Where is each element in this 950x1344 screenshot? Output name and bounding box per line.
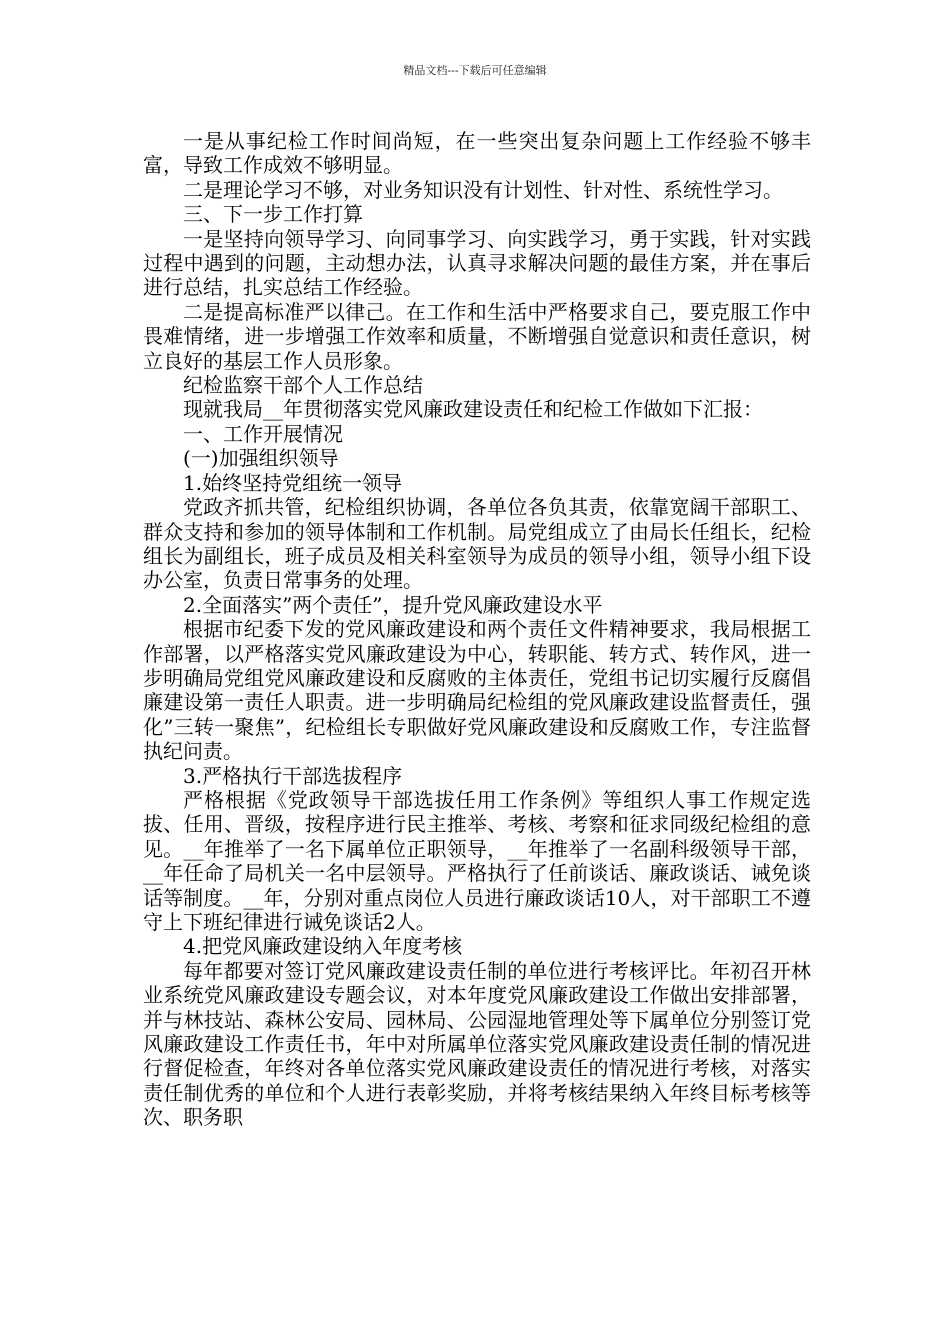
item-heading: 3.严格执行干部选拔程序 <box>183 763 403 788</box>
paragraph: 每年都要对签订党风廉政建设责任制的单位进行考核评比。年初召开林业系统党风廉政建设专题会议，对本年度党风廉政建设工作做出安排部署，并与林技站、森林公安局、园林局、公园湿地管理处等下属单位分别签订党风廉政建设工作责任书，年中对所属单位落实党风廉政建设责任制的情况进行督促检查，年终对各单位落实党风廉政建设责任的情况进行考核，对落实责任制优秀的单位和个人进行表彰奖励，并将考核结果纳入年终目标考核等次、职务职 <box>143 958 811 1130</box>
paragraph: 二是理论学习不够，对业务知识没有计划性、针对性、系统性学习。 <box>183 177 783 202</box>
item-heading: 2.全面落实”两个责任”，提升党风廉政建设水平 <box>183 592 603 617</box>
section-heading: 三、下一步工作打算 <box>183 202 363 227</box>
paragraph: 二是提高标准严以律己。在工作和生活中严格要求自己，要克服工作中畏难情绪，进一步增强工作效率和质量，不断增强自觉意识和责任意识，树立良好的基层工作人员形象。 <box>143 299 811 373</box>
paragraph: 根据市纪委下发的党风廉政建设和两个责任文件精神要求，我局根据工作部署，以严格落实党风廉政建设为中心，转职能、转方式、转作风，进一步明确局党组党风廉政建设和反腐败的主体责任，党组书记切实履行反腐倡廉建设第一责任人职责。进一步明确局纪检组的党风廉政建设监督责任，强化”三转一聚焦”，纪检组长专职做好党风廉政建设和反腐败工作，专注监督执纪问责。 <box>143 617 811 764</box>
paragraph: 现就我局__年贯彻落实党风廉政建设责任和纪检工作做如下汇报： <box>183 397 763 422</box>
item-heading: 4.把党风廉政建设纳入年度考核 <box>183 934 463 959</box>
page-header: 精品文档---下载后可任意编辑 <box>403 64 547 77</box>
paragraph: 党政齐抓共管，纪检组织协调，各单位各负其责，依靠宽阔干部职工、群众支持和参加的领导体制和工作机制。局党组成立了由局长任组长，纪检组长为副组长，班子成员及相关科室领导为成员的领导小组，领导小组下设办公室，负责日常事务的处理。 <box>143 495 811 593</box>
section-heading: 一、工作开展情况 <box>183 421 343 446</box>
paragraph: 严格根据《党政领导干部选拔任用工作条例》等组织人事工作规定选拔、任用、晋级，按程序进行民主推举、考核、考察和征求同级纪检组的意见。__年推举了一名下属单位正职领导，__年推举了一名副科级领导干部，__年任命了局机关一名中层领导。严格执行了任前谈话、廉政谈话、诫免谈话等制度。__年，分别对重点岗位人员进行廉政谈话10人，对干部职工不遵守上下班纪律进行诫免谈话2人。 <box>143 787 811 934</box>
subsection-heading: (一)加强组织领导 <box>183 446 339 471</box>
paragraph: 一是坚持向领导学习、向同事学习、向实践学习，勇于实践，针对实践过程中遇到的问题，主动想办法，认真寻求解决问题的最佳方案，并在事后进行总结，扎实总结工作经验。 <box>143 226 811 300</box>
item-heading: 1.始终坚持党组统一领导 <box>183 470 403 495</box>
document-body <box>143 129 811 1130</box>
document-title: 纪检监察干部个人工作总结 <box>183 373 423 398</box>
paragraph: 一是从事纪检工作时间尚短，在一些突出复杂问题上工作经验不够丰富，导致工作成效不够明显。 <box>143 129 811 178</box>
